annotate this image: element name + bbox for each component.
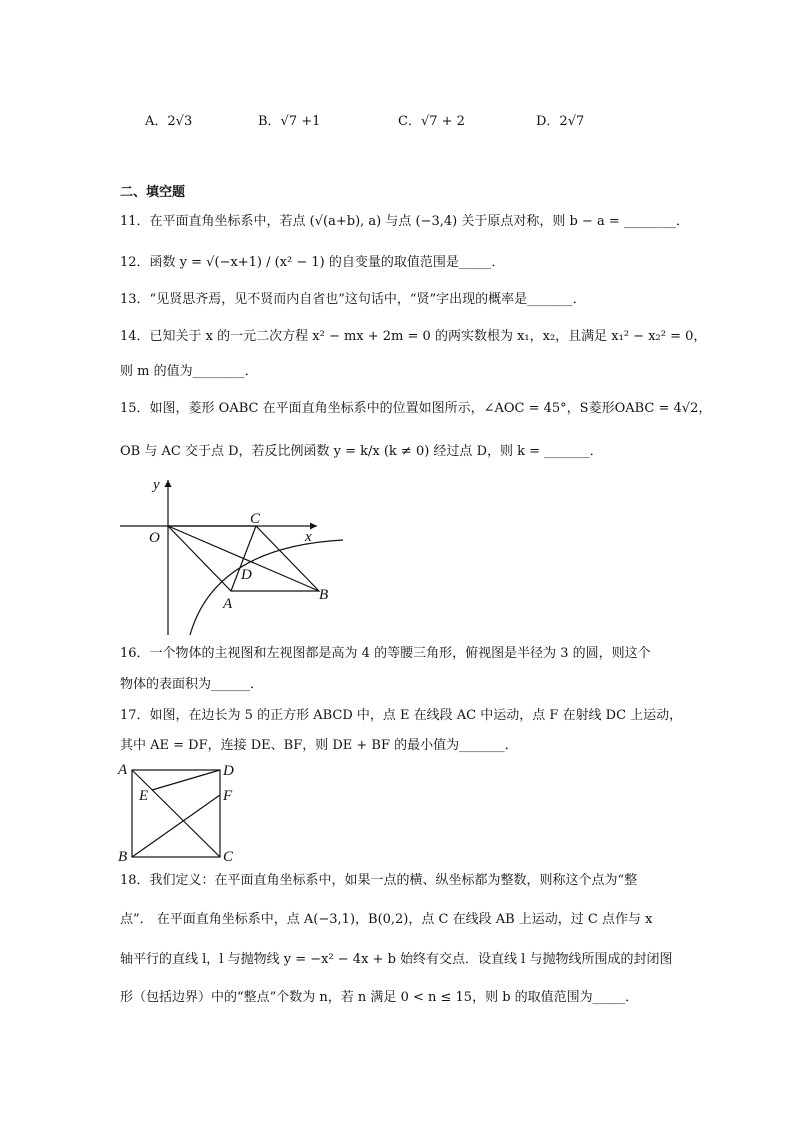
label-c: C (223, 849, 234, 865)
question-18-line3: 轴平行的直线 l，l 与抛物线 y = −x² − 4x + b 始终有交点．设直线 l 与抛物线所围成的封闭图 (120, 952, 673, 967)
figure-17-square (115, 760, 245, 866)
label-b: B (118, 849, 128, 865)
choice-a: A．2√3 (145, 114, 193, 129)
question-12: 12．函数 y = √(−x+1) / (x² − 1) 的自变量的取值范围是_____． (120, 255, 505, 270)
question-18-line2: 点”． 在平面直角坐标系中，点 A(−3,1)，B(0,2)，点 C 在线段 AB 上运动，过 C 点作与 x (120, 912, 653, 927)
label-y: y (153, 477, 160, 493)
label-f: F (223, 788, 233, 804)
label-c: C (250, 511, 261, 527)
question-18-line1: 18．我们定义：在平面直角坐标系中，如果一点的横、纵坐标都为整数，则称这个点为“整 (120, 873, 638, 888)
choice-b: B．√7 +1 (258, 114, 321, 129)
segment-de (152, 770, 220, 790)
question-16-line1: 16．一个物体的主视图和左视图都是高为 4 的等腰三角形，俯视图是半径为 3 的圆，则这个 (120, 646, 651, 661)
segment-bf (132, 795, 220, 857)
label-x: x (305, 529, 312, 545)
question-17-line1: 17．如图，在边长为 5 的正方形 ABCD 中，点 E 在线段 AC 中运动，点 F 在射线 DC 上运动， (120, 708, 683, 723)
choice-d: D．2√7 (536, 114, 585, 129)
label-d: D (223, 763, 234, 779)
question-18-line4: 形（包括边界）中的“整点”个数为 n，若 n 满足 0 < n ≤ 15，则 b 的取值范围为_____． (120, 990, 639, 1005)
question-16-line2: 物体的表面积为______． (120, 677, 264, 692)
question-17-line2: 其中 AE = DF，连接 DE、BF，则 DE + BF 的最小值为_______． (120, 738, 518, 753)
question-15-line2: OB 与 AC 交于点 D，若反比例函数 y = k/x (k ≠ 0) 经过点 D，则 k = _______． (120, 444, 603, 459)
question-14-line1: 14．已知关于 x 的一元二次方程 x² − mx + 2m = 0 的两实数根为 x₁，x₂，且满足 x₁² − x₂² = 0， (120, 329, 707, 344)
choice-c: C．√7 + 2 (398, 114, 465, 129)
label-b: B (319, 587, 329, 603)
label-a: A (118, 762, 128, 778)
section-title: 二、填空题 (120, 185, 186, 200)
label-d: D (241, 567, 252, 583)
figure-15-rhombus (115, 472, 355, 638)
question-14-line2: 则 m 的值为________． (120, 364, 258, 379)
question-11: 11．在平面直角坐标系中，若点 (√(a+b), a) 与点 (−3,4) 关于原点对称，则 b − a = ________． (120, 214, 689, 229)
question-13: 13．“见贤思齐焉，见不贤而内自省也”这句话中，“贤”字出现的概率是_______． (120, 292, 586, 307)
label-e: E (139, 788, 149, 804)
label-a: A (223, 596, 233, 612)
question-15-line1: 15．如图，菱形 OABC 在平面直角坐标系中的位置如图所示，∠AOC = 45°，S菱形OABC = 4√2， (120, 401, 712, 416)
label-o: O (149, 530, 160, 546)
